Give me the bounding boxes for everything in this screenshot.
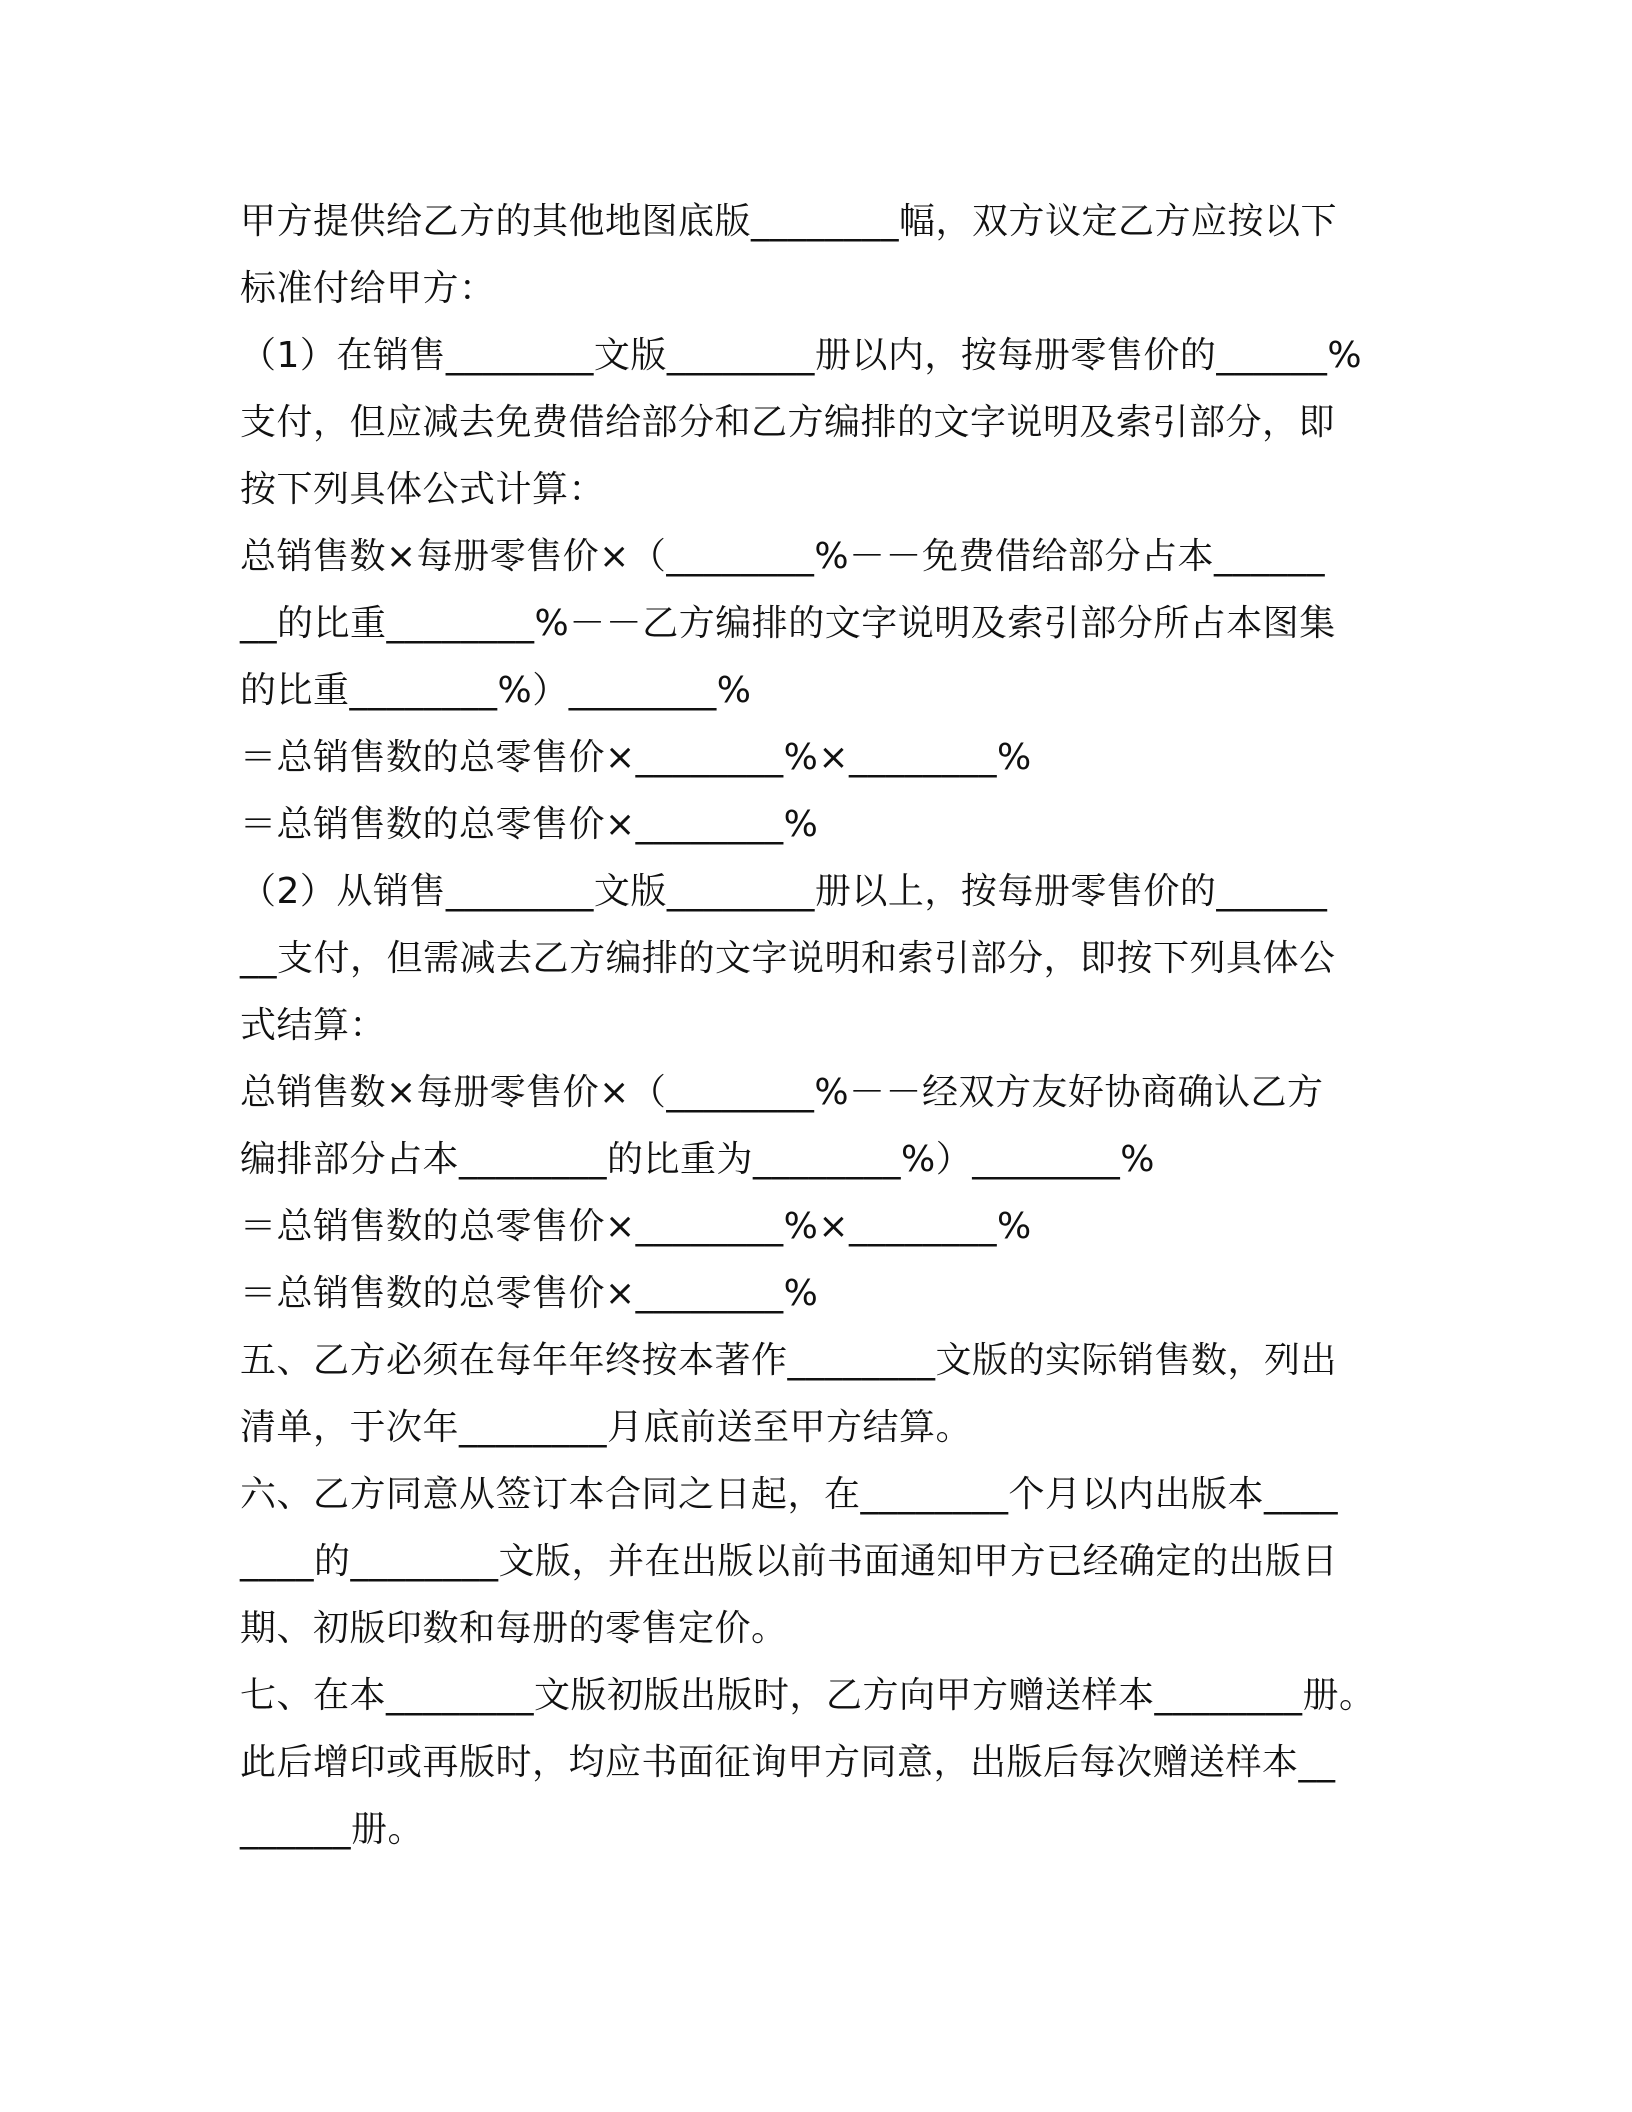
text-line: 清单，于次年________月底前送至甲方结算。 xyxy=(240,1407,973,1448)
text-line: 七、在本________文版初版出版时，乙方向甲方赠送样本________册。 xyxy=(240,1675,1376,1716)
text-line: 甲方提供给乙方的其他地图底版________幅，双方议定乙方应按以下 xyxy=(240,201,1338,242)
text-line: ＝总销售数的总零售价×________%×________% xyxy=(240,737,1032,778)
text-line: 五、乙方必须在每年年终按本著作________文版的实际销售数，列出 xyxy=(240,1340,1338,1381)
contract-body xyxy=(240,188,1410,1863)
text-line: 六、乙方同意从签订本合同之日起，在________个月以内出版本____ xyxy=(240,1474,1339,1515)
text-line: __支付，但需减去乙方编排的文字说明和索引部分，即按下列具体公 xyxy=(240,938,1336,979)
text-line: ＝总销售数的总零售价×________% xyxy=(240,804,819,845)
text-line: 编排部分占本________的比重为________%）________% xyxy=(240,1139,1155,1180)
text-line: 期、初版印数和每册的零售定价。 xyxy=(240,1608,788,1649)
text-line: ____的________文版，并在出版以前书面通知甲方已经确定的出版日 xyxy=(240,1541,1339,1582)
text-line: ______册。 xyxy=(240,1809,425,1850)
text-line: （2）从销售________文版________册以上，按每册零售价的______ xyxy=(240,871,1328,912)
text-line: 总销售数×每册零售价×（________%－－免费借给部分占本______ xyxy=(240,536,1326,577)
text-line: 标准付给甲方： xyxy=(240,268,496,309)
text-line: ＝总销售数的总零售价×________% xyxy=(240,1273,819,1314)
text-line: 的比重________%）________% xyxy=(240,670,752,711)
text-line: 此后增印或再版时，均应书面征询甲方同意，出版后每次赠送样本__ xyxy=(240,1742,1336,1783)
text-line: __的比重________%－－乙方编排的文字说明及索引部分所占本图集 xyxy=(240,603,1336,644)
text-line: 式结算： xyxy=(240,1005,387,1046)
text-line: 按下列具体公式计算： xyxy=(240,469,606,510)
text-line: 总销售数×每册零售价×（________%－－经双方友好协商确认乙方 xyxy=(240,1072,1324,1113)
text-line: 支付，但应减去免费借给部分和乙方编排的文字说明及索引部分，即 xyxy=(240,402,1336,443)
text-line: （1）在销售________文版________册以内，按每册零售价的______% xyxy=(240,335,1363,376)
text-line: ＝总销售数的总零售价×________%×________% xyxy=(240,1206,1032,1247)
